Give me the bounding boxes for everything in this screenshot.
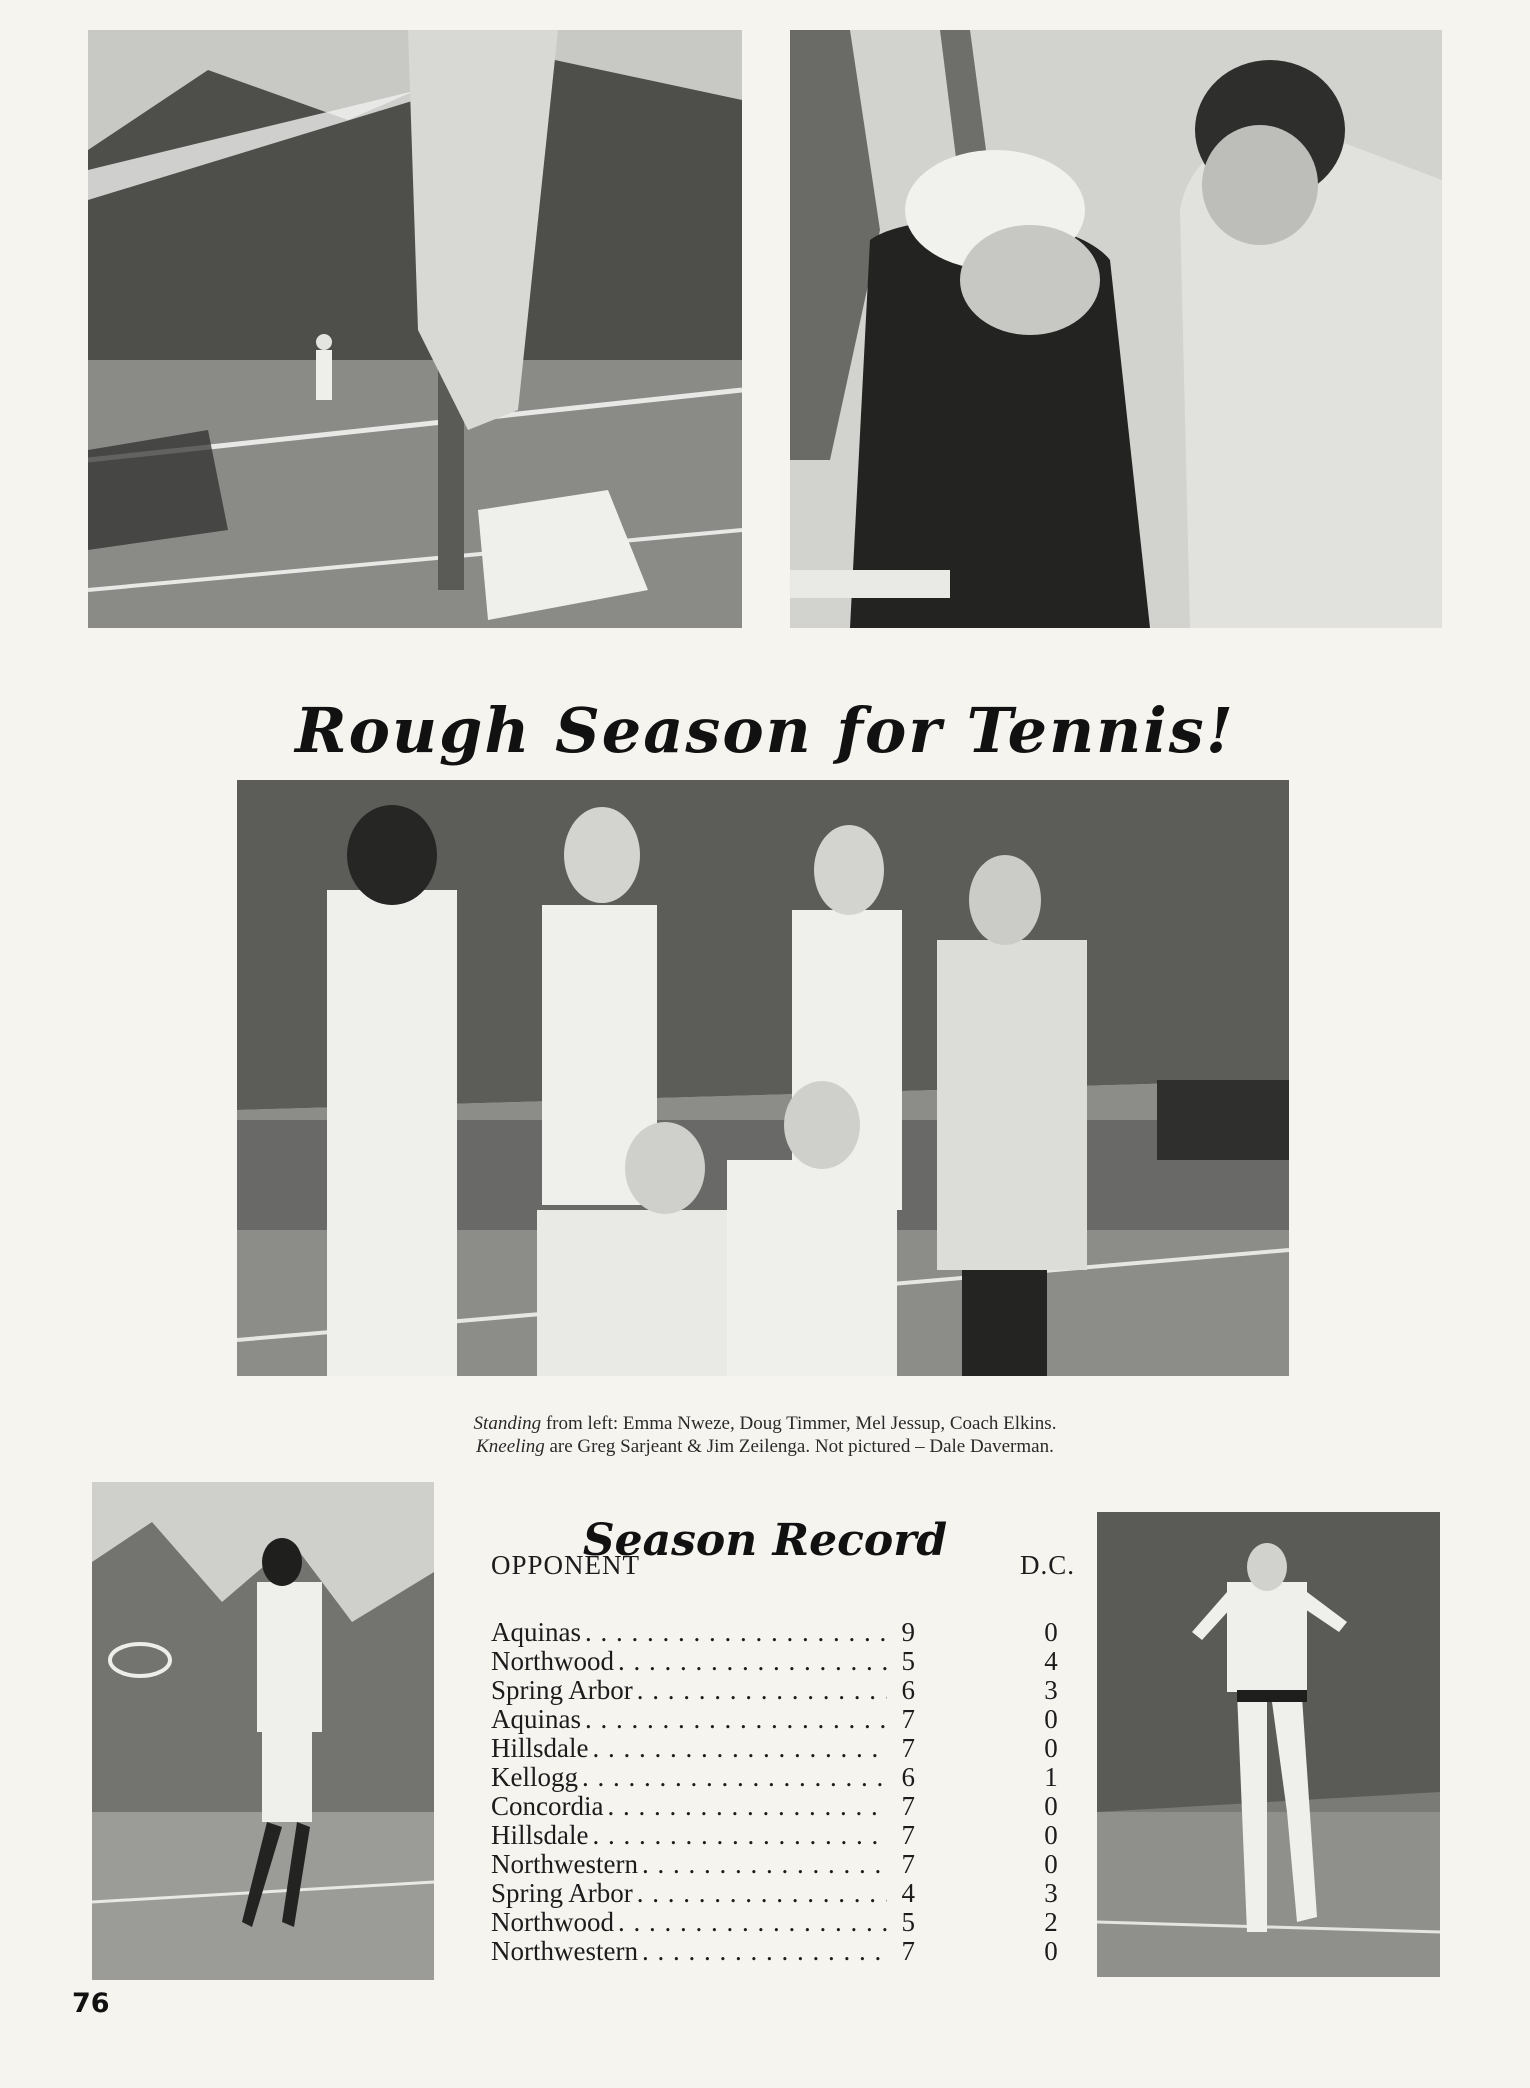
opponent-score: 6 [887,1676,915,1705]
photo-player-fence [1097,1512,1440,1977]
opponent-score: 9 [887,1618,915,1647]
table-row [491,1850,1071,1879]
column-header-dc: D.C. [1020,1550,1076,1580]
opponent-name: Northwood . . . [491,1647,911,1676]
season-record-table [491,1618,1071,1966]
dc-score: 2 [1044,1907,1058,1937]
page-title: Rough Season for Tennis! [295,693,1235,767]
table-row [491,1792,1071,1821]
photo-court-net [88,30,742,628]
column-header-opponent: OPPONENT [491,1550,641,1580]
caption-line-kneeling [300,1435,1230,1458]
caption-kneeling-text: are Greg Sarjeant & Jim Zeilenga. Not pictured – Dale Daverman. [544,1436,1054,1457]
table-row [491,1763,1071,1792]
opponent-name: Northwood . . . [491,1908,911,1937]
table-row [491,1937,1071,1966]
opponent-name: Concordia . . . [491,1792,911,1821]
caption-kneeling-label: Kneeling [476,1436,545,1457]
photo-coach-scoring-image [790,30,1442,628]
table-row [491,1618,1071,1647]
dc-score: 0 [1044,1936,1058,1966]
opponent-name: Spring Arbor . . . [491,1879,911,1908]
table-row [491,1676,1071,1705]
caption-standing-label: Standing [473,1413,542,1434]
table-row [491,1821,1071,1850]
opponent-name: Spring Arbor . . . [491,1676,911,1705]
table-row [491,1879,1071,1908]
opponent-score: 7 [887,1821,915,1850]
opponent-score: 7 [887,1705,915,1734]
photo-player-forehand-image [92,1482,434,1980]
dc-score: 0 [1044,1617,1058,1647]
table-row [491,1908,1071,1937]
caption-line-standing [300,1412,1230,1435]
opponent-name: Hillsdale . . . [491,1734,911,1763]
caption-standing-text: from left: Emma Nweze, Doug Timmer, Mel Jessup, Coach Elkins. [541,1413,1057,1434]
opponent-name: Aquinas . . . [491,1618,911,1647]
opponent-score: 6 [887,1763,915,1792]
opponent-name: Kellogg . . . [491,1763,911,1792]
photo-team-image [237,780,1289,1376]
page-number: 76 [72,1988,110,2019]
opponent-name: Northwestern . . . [491,1937,911,1966]
opponent-score: 5 [887,1908,915,1937]
opponent-name: Hillsdale . . . [491,1821,911,1850]
photo-team [237,780,1289,1376]
photo-player-fence-image [1097,1512,1440,1977]
opponent-score: 7 [887,1734,915,1763]
table-row [491,1705,1071,1734]
dc-score: 3 [1044,1878,1058,1908]
photo-court-net-image [88,30,742,628]
dc-score: 1 [1044,1762,1058,1792]
opponent-score: 7 [887,1792,915,1821]
dc-score: 0 [1044,1791,1058,1821]
dc-score: 0 [1044,1849,1058,1879]
photo-caption [300,1412,1230,1458]
table-row [491,1647,1071,1676]
table-row [491,1734,1071,1763]
dc-score: 3 [1044,1675,1058,1705]
opponent-score: 4 [887,1879,915,1908]
season-record-title: Season Record [582,1514,948,1566]
opponent-score: 7 [887,1937,915,1966]
opponent-score: 5 [887,1647,915,1676]
opponent-name: Northwestern . . . [491,1850,911,1879]
opponent-name: Aquinas . . . [491,1705,911,1734]
opponent-score: 7 [887,1850,915,1879]
dc-score: 0 [1044,1733,1058,1763]
photo-coach-scoring [790,30,1442,628]
dc-score: 4 [1044,1646,1058,1676]
photo-player-forehand [92,1482,434,1980]
dc-score: 0 [1044,1704,1058,1734]
dc-score: 0 [1044,1820,1058,1850]
